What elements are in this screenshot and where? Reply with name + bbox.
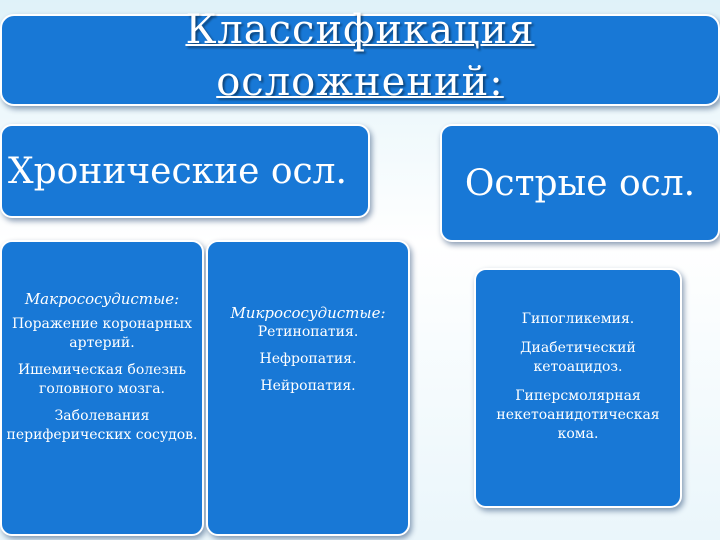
- chronic-complications-header: [0, 124, 370, 218]
- chronic-header-label: Хронические осл.: [8, 150, 347, 192]
- microvascular-heading: Микрососудистые:: [230, 304, 386, 322]
- acute-header-label: Острые осл.: [464, 162, 696, 204]
- macrovascular-item: Заболевания периферических сосудов.: [6, 408, 198, 443]
- microvascular-item: Ретинопатия.: [257, 324, 359, 340]
- microvascular-card: [206, 240, 410, 536]
- acute-item: Диабетический кетоацидоз.: [520, 340, 636, 375]
- title-line-2: осложнений:: [216, 59, 504, 105]
- macrovascular-card: [0, 240, 204, 536]
- macrovascular-item: Поражение коронарных артерий.: [11, 316, 193, 351]
- acute-item: Гиперсмолярная некетоанидотическая кома.: [496, 388, 660, 442]
- macrovascular-item: Ишемическая болезнь головного мозга.: [17, 362, 187, 397]
- slide-title: [2, 4, 718, 108]
- macrovascular-heading: Макрососудистые:: [24, 290, 180, 308]
- acute-card: [474, 268, 682, 508]
- title-line-1: Классификация: [185, 7, 535, 53]
- title-box: [0, 7, 720, 106]
- acute-item: Гипогликемия.: [521, 311, 635, 327]
- microvascular-item: Нефропатия.: [259, 351, 357, 367]
- microvascular-item: Нейропатия.: [260, 378, 356, 394]
- acute-complications-header: [440, 124, 720, 242]
